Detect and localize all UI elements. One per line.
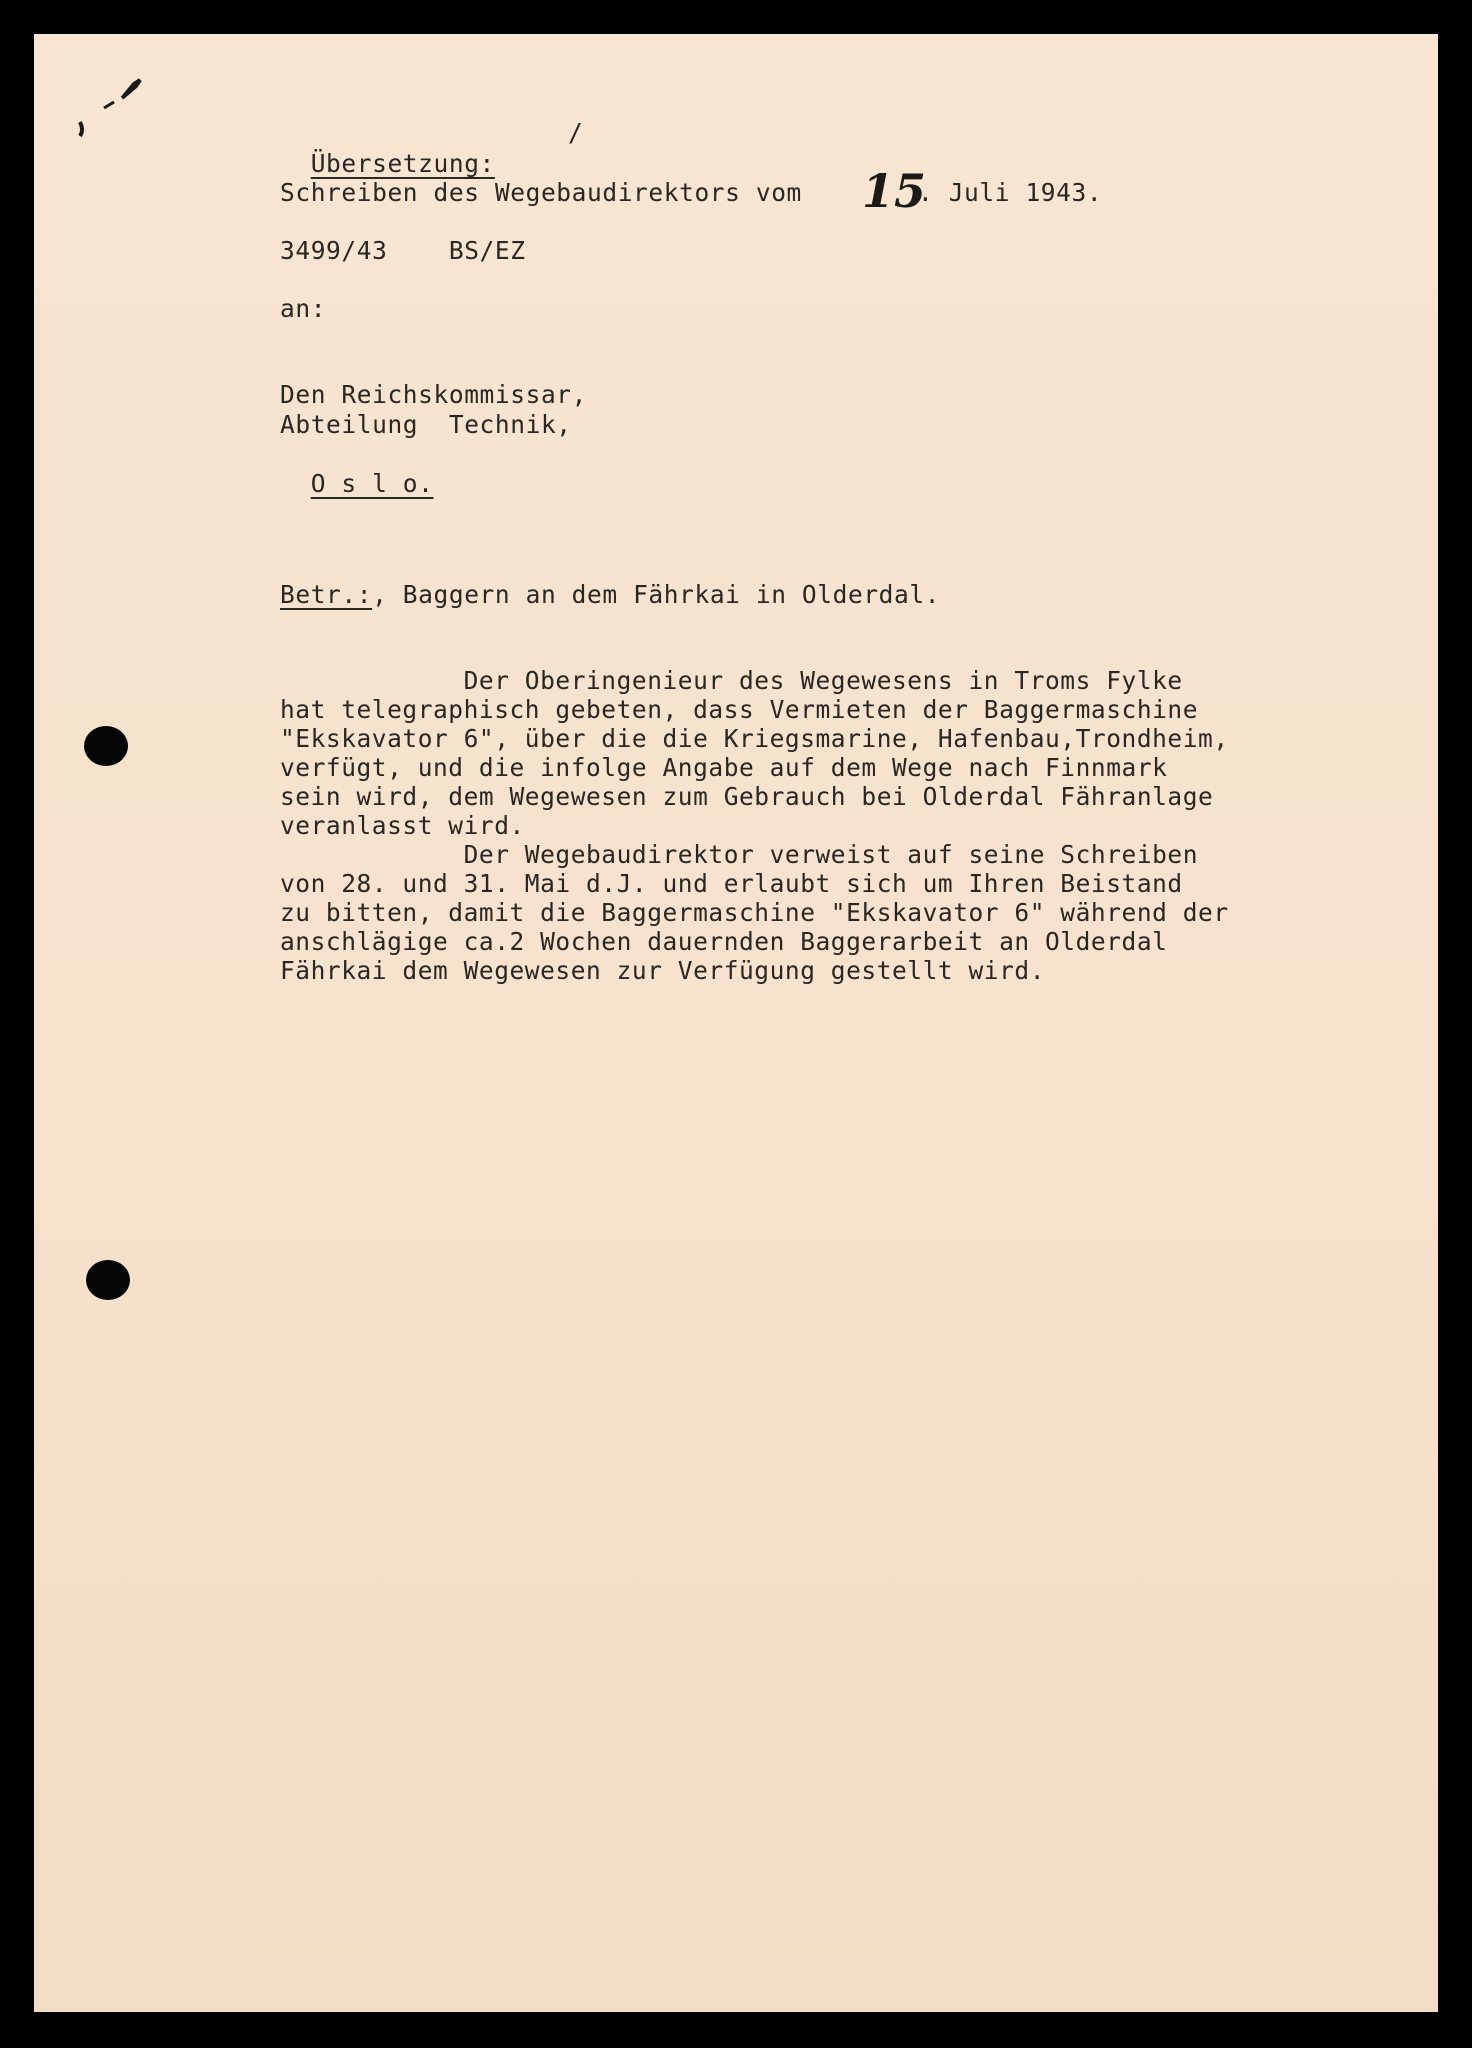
address-line-2: Abteilung Technik, (280, 410, 572, 439)
betreff-text: , Baggern an dem Fährkai in Olderdal. (372, 580, 941, 609)
body-line: hat telegraphisch gebeten, dass Vermieten der Baggermaschine (280, 695, 1199, 724)
pen-mark-icon (72, 70, 162, 140)
subject-reference (280, 580, 940, 609)
punch-hole (86, 1260, 130, 1300)
subject-line-prefix: Schreiben des Wegebaudirektors vom (280, 178, 802, 207)
recipient-label: an: (280, 294, 327, 323)
body-line: sein wird, dem Wegewesen zum Gebrauch bei Olderdal Fähranlage (280, 782, 1214, 811)
body-line: Fährkai dem Wegewesen zur Verfügung gestellt wird. (280, 956, 1046, 985)
body-line: Der Wegebaudirektor verweist auf seine Schreiben (280, 840, 1199, 869)
address-city (280, 440, 434, 498)
subject-line-suffix: . Juli 1943. (918, 178, 1103, 207)
handwritten-date: 15 (862, 164, 927, 218)
address-line-3: O s l o. (310, 469, 434, 498)
body-line: anschlägige ca.2 Wochen dauernden Baggerarbeit an Olderdal (280, 927, 1168, 956)
reference-number: 3499/43 BS/EZ (280, 236, 526, 265)
address-line-1: Den Reichskommissar, (280, 380, 588, 409)
body-line: zu bitten, damit die Baggermaschine "Ekskavator 6" während der (280, 898, 1229, 927)
document-heading (280, 120, 495, 178)
body-line: von 28. und 31. Mai d.J. und erlaubt sich um Ihren Beistand (280, 869, 1183, 898)
document-page (34, 34, 1438, 2012)
heading-title: Übersetzung: (310, 149, 495, 178)
betreff-label: Betr.: (280, 580, 373, 609)
punch-hole (84, 726, 128, 766)
heading-slash: / (568, 118, 584, 147)
body-line: "Ekskavator 6", über die die Kriegsmarine, Hafenbau,Trondheim, (280, 724, 1229, 753)
body-line: veranlasst wird. (280, 811, 525, 840)
body-line: verfügt, und die infolge Angabe auf dem Wege nach Finnmark (280, 753, 1168, 782)
body-line: Der Oberingenieur des Wegewesens in Troms Fylke (280, 666, 1183, 695)
